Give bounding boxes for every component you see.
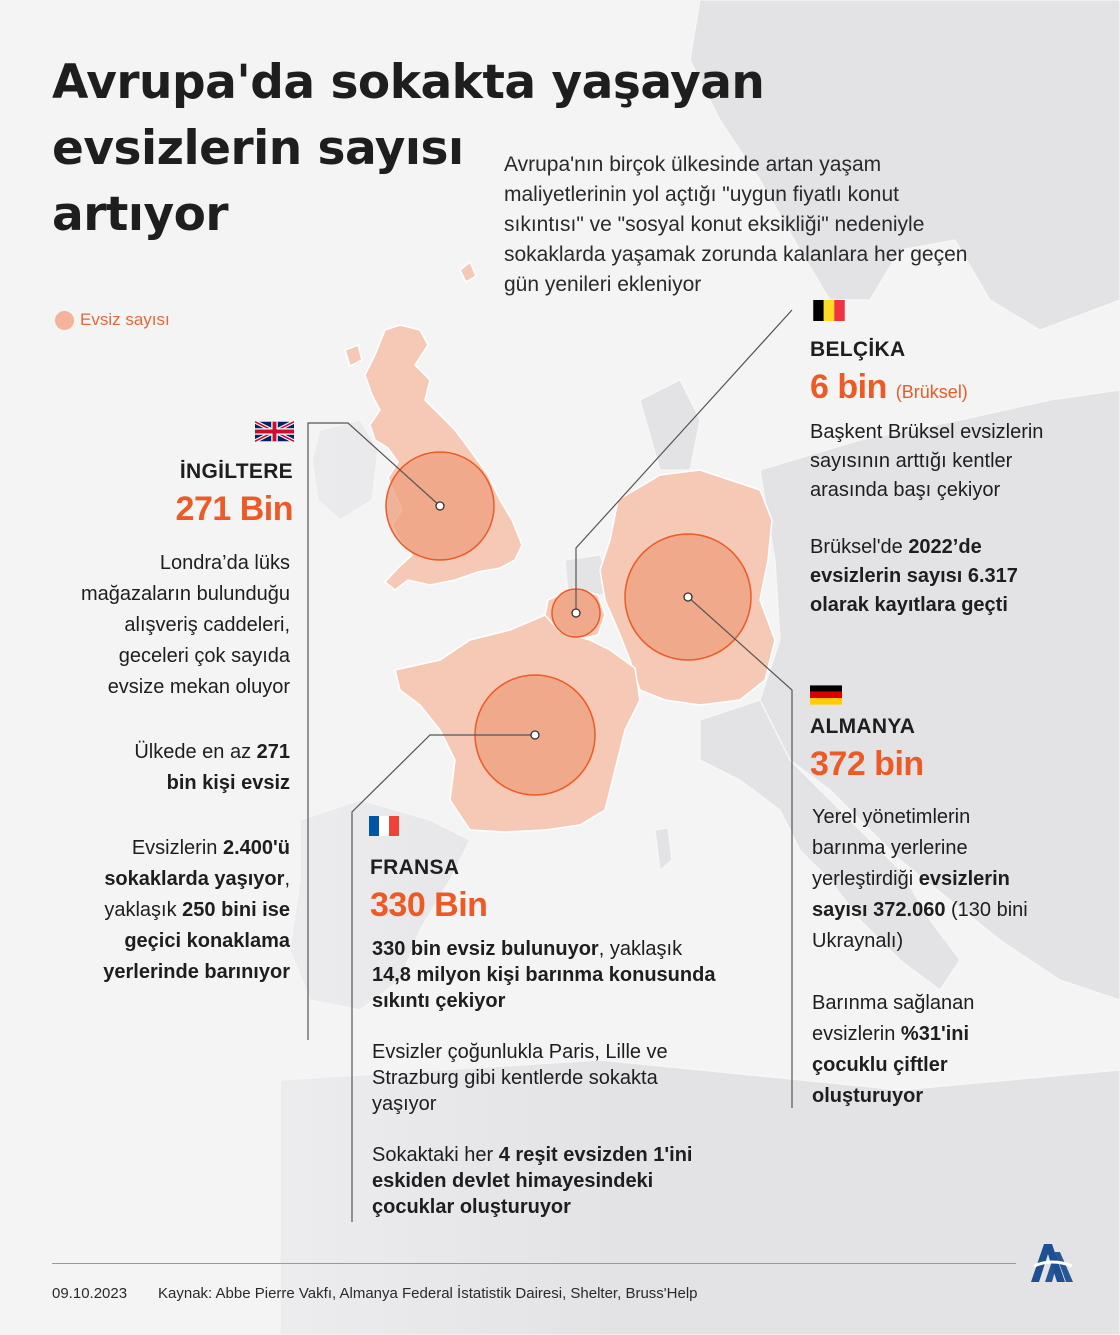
france-flag-icon <box>368 816 400 836</box>
title-line-3: artıyor <box>52 187 229 242</box>
germany-description <box>812 802 1037 1112</box>
title-line-2: evsizlerin sayısı <box>52 121 464 176</box>
germany-paragraph-2: Barınma sağlanan evsizlerin %31'ini çocuklu çiftler oluşturuyor <box>812 992 975 1107</box>
france-homeless-count: 330 Bin <box>370 886 488 924</box>
france-paragraph-2: Evsizler çoğunlukla Paris, Lille ve Strazburg gibi kentlerde sokakta yaşıyor <box>372 1041 668 1115</box>
uk-marker <box>436 502 444 510</box>
aa-logo-icon <box>1028 1240 1076 1284</box>
belgium-value: 6 bin <box>810 368 887 406</box>
legend-swatch <box>55 311 74 330</box>
legend-label: Evsiz sayısı <box>80 310 170 329</box>
germany-marker <box>684 593 692 601</box>
france-paragraph-3: Sokaktaki her 4 reşit evsizden 1'ini eskiden devlet himayesindeki çocuklar oluşturuyor <box>372 1144 693 1218</box>
uk-flag-icon <box>255 421 294 442</box>
belgium-description <box>810 418 1070 620</box>
uk-paragraph-3: Evsizlerin 2.400'ü sokaklarda yaşıyor, yaklaşık 250 bini ise geçici konaklama yerlerinde barınıyor <box>103 837 290 983</box>
germany-paragraph-1: Yerel yönetimlerin barınma yerlerine yerleştirdiği evsizlerin sayısı 372.060 (130 bini Ukraynalı) <box>812 806 1028 952</box>
belgium-marker <box>572 609 580 617</box>
source-credit: Kaynak: Abbe Pierre Vakfı, Almanya Federal İstatistik Dairesi, Shelter, Bruss'Help <box>158 1285 698 1302</box>
france-country-name: FRANSA <box>370 856 460 879</box>
germany-homeless-count: 372 bin <box>810 745 924 783</box>
footer-divider <box>52 1263 1016 1264</box>
belgium-paragraph-1: Başkent Brüksel evsizlerin sayısının arttığı kentler arasında başı çekiyor <box>810 421 1044 501</box>
germany-country-name: ALMANYA <box>810 715 916 738</box>
uk-country-name: İNGİLTERE <box>179 460 293 483</box>
uk-paragraph-1: Londra’da lüks mağazaların bulunduğu alışveriş caddeleri, geceleri çok sayıda evsize mekan oluyor <box>80 552 290 698</box>
germany-flag-icon <box>810 685 842 705</box>
belgium-paragraph-2: Brüksel'de 2022’de evsizlerin sayısı 6.317 olarak kayıtlara geçti <box>810 536 1018 616</box>
belgium-flag-icon <box>810 300 848 321</box>
intro-text: Avrupa'nın birçok ülkesinde artan yaşam maliyetlerinin yol açtığı "uygun fiyatlı konut sıkıntısı" ve "sosyal konut eksikliği" nedeniyle sokaklarda yaşamak zorunda kalanlara her geçen gün yenileri ekleniyor <box>504 153 968 296</box>
title-line-1: Avrupa'da sokakta yaşayan <box>52 55 765 110</box>
france-marker <box>531 731 539 739</box>
uk-description <box>70 548 290 988</box>
belgium-city: (Brüksel) <box>895 382 968 402</box>
belgium-country-name: BELÇİKA <box>810 338 906 361</box>
france-description <box>372 936 722 1220</box>
uk-homeless-count: 271 Bin <box>175 490 293 528</box>
france-paragraph-1: 330 bin evsiz bulunuyor, yaklaşık 14,8 milyon kişi barınma konusunda sıkıntı çekiyor <box>372 938 716 1012</box>
belgium-homeless-count <box>810 368 968 407</box>
uk-paragraph-2: Ülkede en az 271 bin kişi evsiz <box>134 741 290 794</box>
publish-date: 09.10.2023 <box>52 1285 128 1302</box>
legend <box>55 310 170 330</box>
